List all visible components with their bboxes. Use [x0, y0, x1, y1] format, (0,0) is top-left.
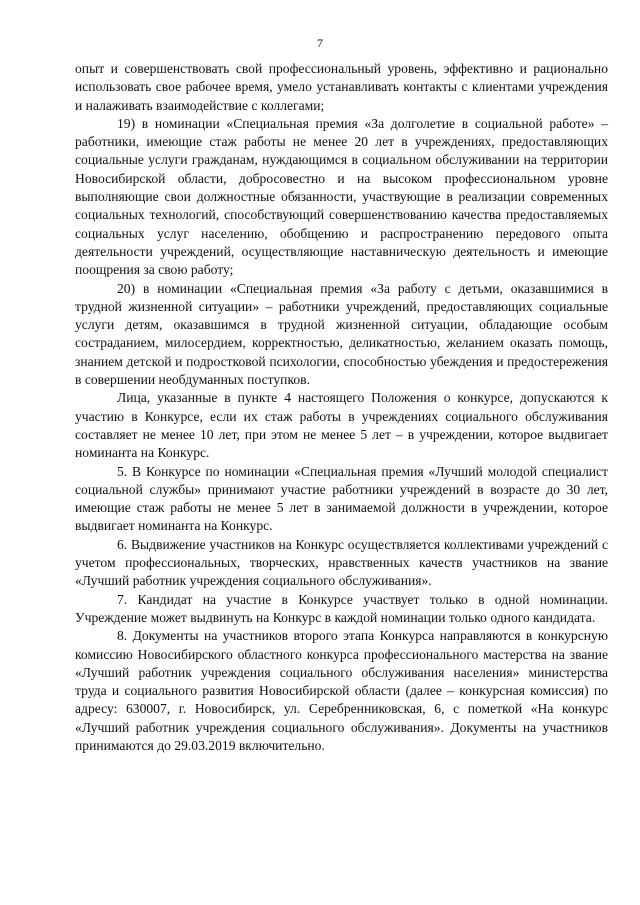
paragraph-point-6: 6. Выдвижение участников на Конкурс осуществляется коллективами учреждений с учетом профессиональных, творческих, нравственных качеств участников на звание «Лучший работник учреждения социального обслуживания».	[75, 536, 608, 589]
paragraph-item-20: 20) в номинации «Специальная премия «За работу с детьми, оказавшимися в трудной жизненной ситуации» – работники учреждений, предоставляющих социальные услуги детям, оказавшимся в трудной жизненной ситуации, обладающие особым состраданием, милосердием, корректностью, деликатностью, желанием оказать помощь, знанием детской и подростковой психологии, способностью убеждения и предостережения в совершении необдуманных поступков.	[75, 280, 608, 388]
paragraph-item-19: 19) в номинации «Специальная премия «За долголетие в социальной работе» – работники, имеющие стаж работы не менее 20 лет в учреждениях, предоставляющих социальные услуги гражданам, нуждающимся в социальном обслуживании на территории Новосибирской области, добросовестно и на высоком профессиональном уровне выполняющие свои должностные обязанности, участвующие в реализации современных социальных технологий, способствующий совершенствованию качества предоставляемых социальных услуг населению, обобщению и распространению передового опыта деятельности учреждений, осуществляющие наставническую деятельность и имеющие поощрения за свою работу;	[75, 115, 608, 278]
paragraph-point-7: 7. Кандидат на участие в Конкурсе участвует только в одной номинации. Учреждение может выдвинуть на Конкурс в каждой номинации только одного кандидата.	[75, 591, 608, 625]
paragraph-continuation: опыт и совершенствовать свой профессиональный уровень, эффективно и рационально использовать свое рабочее время, умело устанавливать контакты с клиентами учреждения и налаживать взаимодействие с коллегами;	[75, 61, 608, 113]
document-body	[75, 60, 608, 755]
paragraph-eligibility: Лица, указанные в пункте 4 настоящего Положения о конкурсе, допускаются к участию в Конкурсе, если их стаж работы в учреждениях социального обслуживания составляет не менее 10 лет, при этом не менее 5 лет – в учреждении, которое выдвигает номинанта на Конкурс.	[75, 390, 608, 461]
paragraph-point-8: 8. Документы на участников второго этапа Конкурса направляются в конкурсную комиссию Новосибирского областного конкурса профессионального мастерства на звание «Лучший работник учреждения социального обслуживания населения» министерства труда и социального развития Новосибирской области (далее – конкурсная комиссия) по адресу: 630007, г. Новосибирск, ул. Серебренниковская, 6, с пометкой «На конкурс «Лучший работник учреждения социального обслуживания». Документы на участников принимаются до 29.03.2019 включительно.	[75, 628, 608, 753]
page-number: 7	[317, 36, 323, 50]
paragraph-point-5: 5. В Конкурсе по номинации «Специальная премия «Лучший молодой специалист социальной службы» принимают участие работники учреждений в возрасте до 30 лет, имеющие стаж работы не менее 5 лет в занимаемой должности в учреждении, которое выдвигает номинанта на Конкурс.	[75, 463, 608, 534]
